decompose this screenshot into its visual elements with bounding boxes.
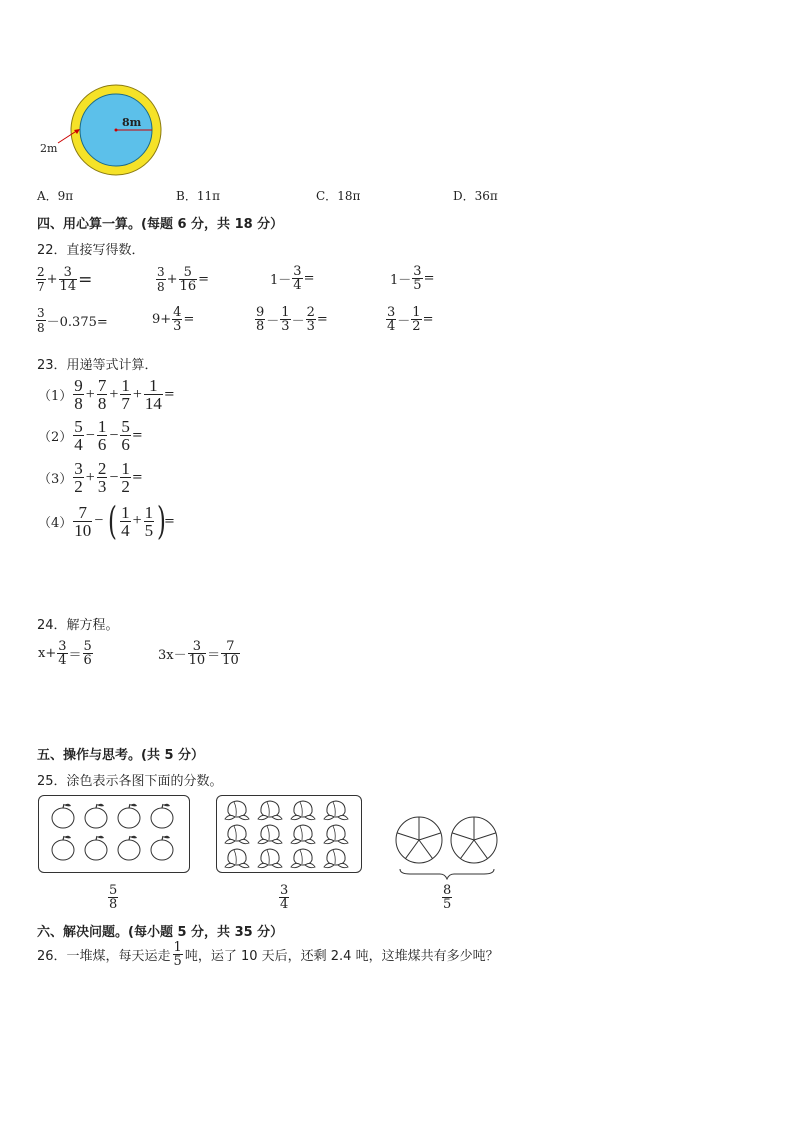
q22-expr-4: 1－ $\frac{3}{5}$ =	[390, 264, 435, 293]
q22-expr-3: 1－ $\frac{3}{4}$ =	[270, 264, 315, 293]
brace	[400, 869, 494, 879]
q22-label: 22．直接写得数．	[37, 243, 145, 258]
section-5-title: 五、操作与思考。(共 5 分）	[37, 748, 205, 763]
choice-a: A．9π	[37, 189, 74, 203]
q24-equation-1: x+ $\frac{3}{4}$ ＝ 5 6	[38, 639, 92, 668]
q26-problem: 26．一堆煤，每天运走 1 5 吨，运了 10 天后，还剩 2.4 吨，这堆煤共有多少吨？	[37, 940, 499, 969]
radius-label: 8m	[122, 116, 142, 129]
ring-width-label: 2m	[40, 142, 58, 155]
q22-expr-2: 3 8 + $\frac{5}{16}$ =	[157, 265, 209, 294]
q25-label: 25．涂色表示各图下面的分数。	[37, 774, 223, 789]
q23-item-3: （3） 3 2 + $\frac{2}{3}$ − $\frac{1}{2}$ =	[38, 459, 143, 496]
fraction-peaches: $\frac{3}{4}$	[280, 883, 289, 912]
pie-circle-1	[396, 817, 442, 863]
apples-box	[38, 795, 190, 873]
section-6-title: 六、解决问题。(每小题 5 分，共 35 分）	[37, 925, 284, 940]
q23-label: 23．用递等式计算．	[37, 358, 158, 373]
q22-expr-7: 9 8 － 1 3 － $\frac{2}{3}$ =	[256, 305, 328, 334]
section-4-title: 四、用心算一算。(每题 6 分，共 18 分）	[37, 217, 284, 232]
choice-c: C．18π	[316, 189, 361, 203]
center-dot	[115, 129, 118, 132]
ring-circle-figure	[30, 80, 170, 180]
q22-expr-1: 2 7 + $\frac{3}{14}$ =	[37, 265, 93, 294]
q22-expr-8: 3 4 － $\frac{1}{2}$ =	[387, 305, 434, 334]
q24-label: 24．解方程。	[37, 618, 119, 633]
fraction-apples: $\frac{5}{8}$	[109, 883, 118, 912]
q24-equation-2: 3x－ 3 10 ＝ 7 10	[158, 639, 239, 668]
pie-circle-2	[451, 817, 497, 863]
choice-b: B．11π	[176, 189, 220, 203]
q23-item-2: （2） 5 4 − $\frac{1}{6}$ − $\frac{5}{6}$ =	[38, 417, 143, 454]
fraction-circles: $\frac{8}{5}$	[443, 883, 452, 912]
q23-item-4: （4） 7 10 − ( 1 4 + $\frac{1}{5}$ ) =	[38, 499, 175, 543]
q23-item-1: （1） 9 8 + $\frac{7}{8}$ + $\frac{1}{7}$ + $\frac{1}{14}$ =	[38, 376, 175, 413]
q22-expr-6: 9+ $\frac{4}{3}$ =	[152, 305, 195, 334]
apples-grid	[39, 796, 189, 872]
peaches-grid	[217, 796, 361, 872]
q22-expr-5: 3 8 －0.375=	[37, 306, 108, 335]
peaches-box	[216, 795, 362, 873]
pie-circles	[392, 810, 502, 880]
choice-d: D．36π	[453, 189, 498, 203]
